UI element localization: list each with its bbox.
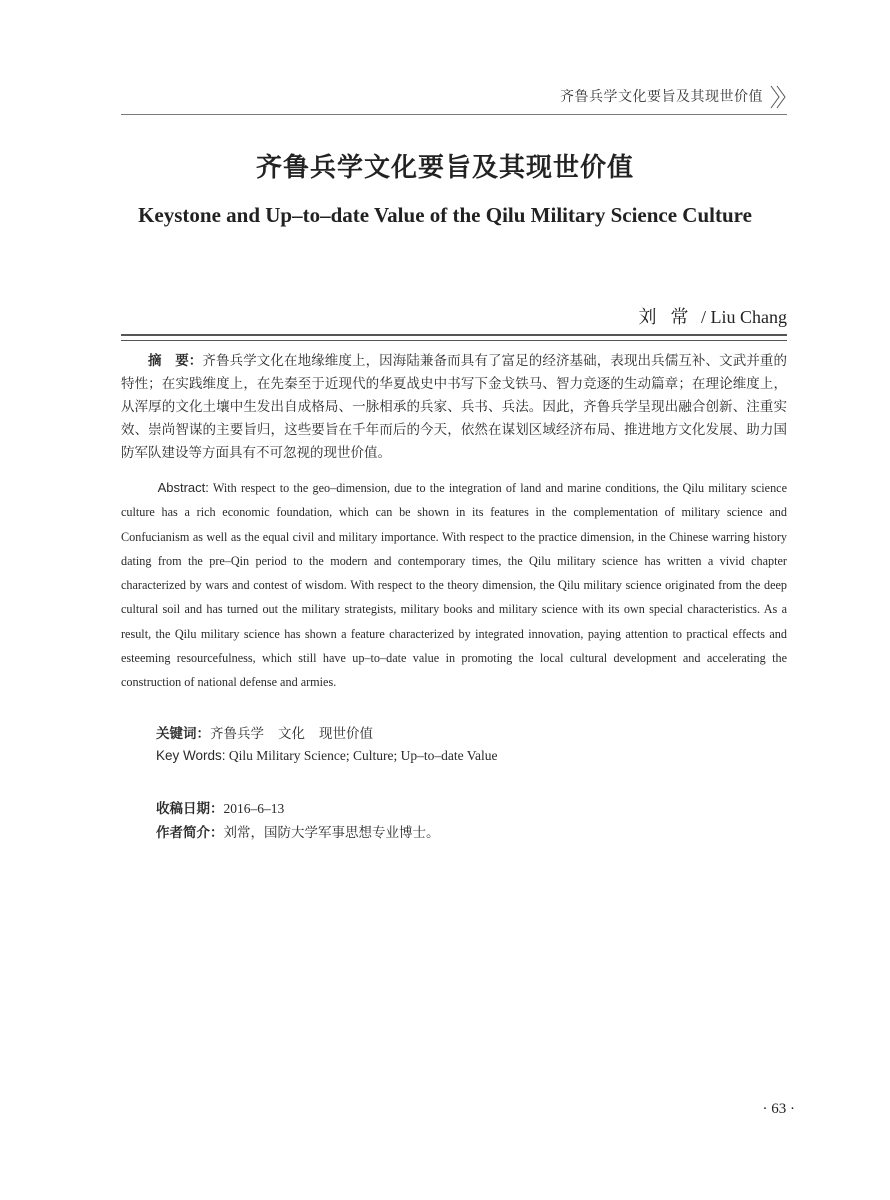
- author-line: [638, 303, 787, 329]
- received-date: [156, 797, 284, 817]
- page-title-cn: 齐鲁兵学文化要旨及其现世价值: [255, 153, 634, 183]
- keywords-en: [156, 748, 497, 764]
- keywords-cn: [156, 722, 387, 742]
- bio-label: 作者简介：: [156, 825, 224, 841]
- running-title: 齐鲁兵学文化要旨及其现世价值: [560, 89, 763, 105]
- keywords-cn-label: 关键词：: [156, 726, 210, 742]
- double-chevron-right-icon: [769, 84, 787, 110]
- keywords-en-text: Qilu Military Science; Culture; Up–to–date Value: [228, 748, 498, 763]
- received-value: 2016–6–13: [223, 801, 285, 816]
- keyword-item: 齐鲁兵学: [210, 726, 264, 742]
- abstract-en-text: With respect to the geo–dimension, due to the integration of land and marine conditions, the Qilu military science culture has a rich economic foundation, which can be shown in its features in the complementation of military science and Confucianism as well as the equal civil and military importance. With respect to the practice dimension, in the Chinese warring history dating from the pre–Qin period to the modern and contemporary times, the Qilu military science has written a vivid chapter characterized by wars and contest of wisdom. With respect to the theory dimension, the Qilu military science originated from the deep cultural soil and has turned out the military strategists, military books and military science with its own special characteristics. As a result, the Qilu military science has shown a feature characterized by integrated innovation, paying attention to practical effects and esteeming resourcefulness, which still have up–to–date value in promoting the local cultural development and accelerating the construction of national defense and armies.: [121, 481, 788, 690]
- keyword-item: 现世价值: [319, 726, 373, 742]
- page-number: · 63 ·: [762, 1101, 795, 1117]
- abstract-cn-label: 摘 要：: [148, 353, 203, 369]
- abstract-en-label: Abstract:: [157, 480, 209, 495]
- running-header: [121, 80, 787, 115]
- author-name-en: Liu Chang: [710, 307, 787, 327]
- double-rule-divider: [121, 334, 787, 341]
- abstract-en: [121, 476, 787, 695]
- author-separator: /: [700, 307, 706, 327]
- author-bio: [156, 821, 440, 841]
- abstract-cn-text: 齐鲁兵学文化在地缘维度上，因海陆兼备而具有了富足的经济基础，表现出兵儒互补、文武并重的特性；在实践维度上，在先秦至于近现代的华夏战史中书写下金戈铁马、智力竞逐的生动篇章；在理论维度上，从浑厚的文化土壤中生发出自成格局、一脉相承的兵家、兵书、兵法。因此，齐鲁兵学呈现出融合创新、注重实效、崇尚智谋的主要旨归，这些要旨在千年而后的今天，依然在谋划区域经济布局、推进地方文化发展、助力国防军队建设等方面具有不可忽视的现世价值。: [121, 353, 788, 461]
- abstract-cn: [121, 350, 787, 465]
- keyword-item: 文化: [278, 726, 305, 742]
- keywords-en-label: Key Words:: [156, 748, 226, 763]
- page-title-en: Keystone and Up–to–date Value of the Qilu Military Science Culture: [138, 203, 752, 227]
- received-label: 收稿日期：: [156, 801, 224, 817]
- bio-text: 刘常，国防大学军事思想专业博士。: [223, 825, 440, 841]
- author-name-cn: 刘常: [638, 307, 703, 328]
